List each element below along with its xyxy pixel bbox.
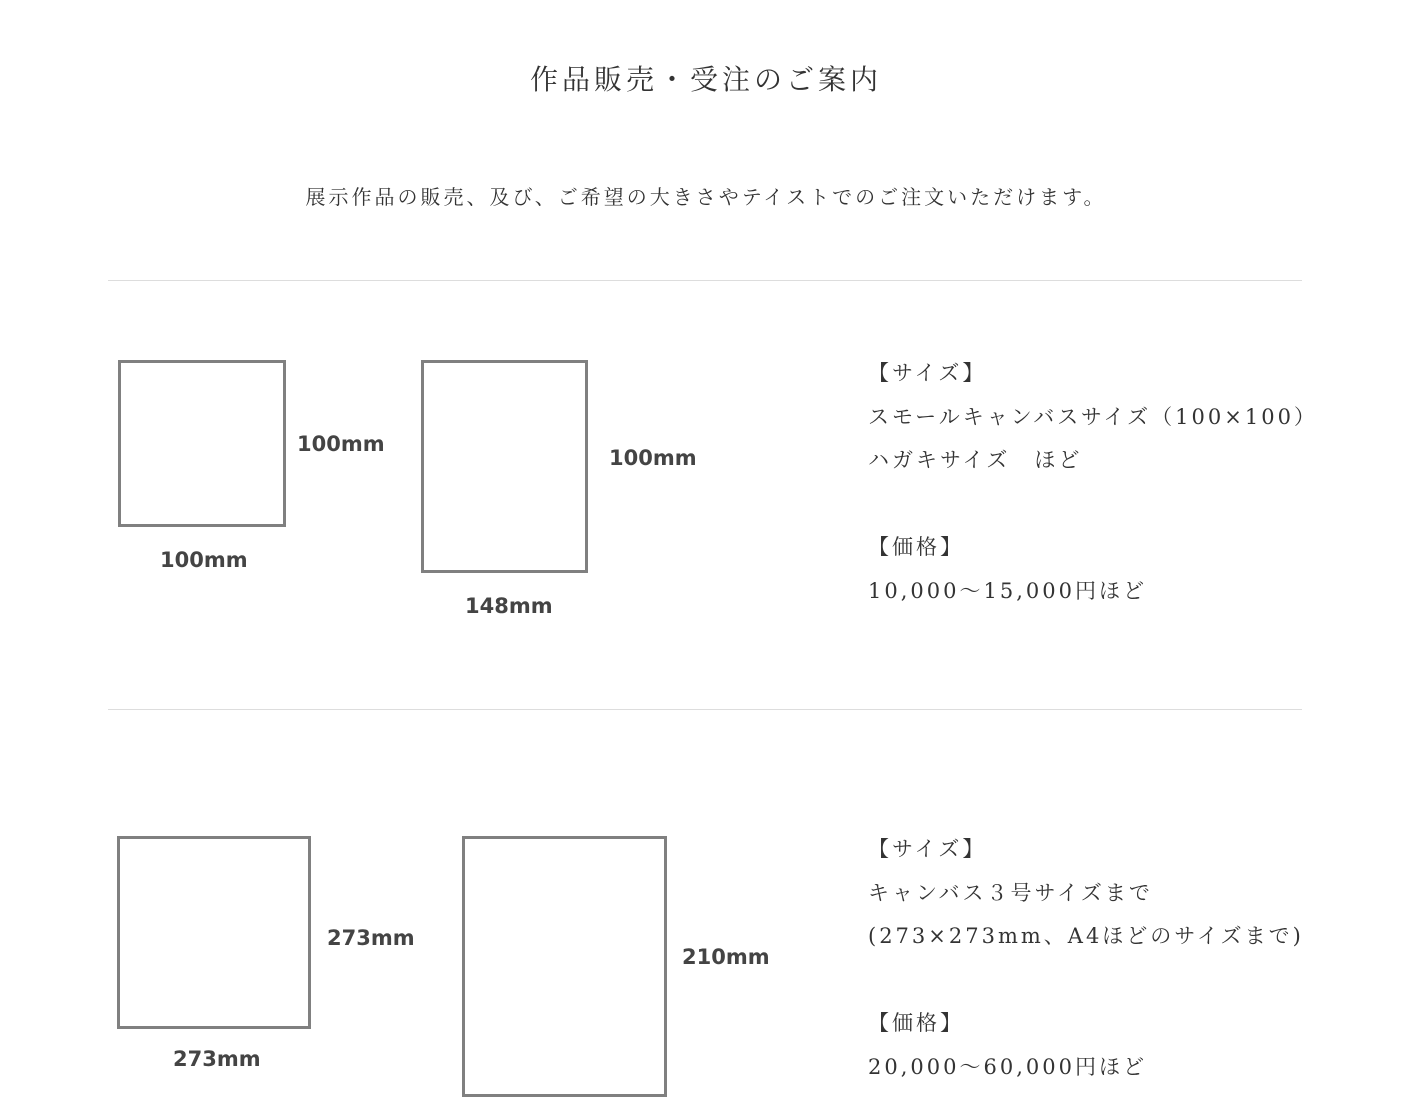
rect-diagram [421,360,588,573]
intro-text: 展示作品の販売、及び、ご希望の大きさやテイストでのご注文いただけます。 [305,185,1107,209]
price-heading: 【価格】 [868,1011,964,1035]
size-line: ハガキサイズ ほど [868,448,1083,472]
square-width-label: 273mm [173,1047,261,1071]
price-heading: 【価格】 [868,535,964,559]
square-width-label: 100mm [160,548,248,572]
rect-height-label: 210mm [682,945,770,969]
price-value: 20,000～60,000円ほど [868,1054,1147,1079]
size-heading: 【サイズ】 [868,361,987,385]
size-line: キャンバス３号サイズまで [868,880,1153,905]
size-line: (273×273mm、A4ほどのサイズまで) [868,924,1304,948]
square-diagram [118,360,286,527]
divider-middle [108,709,1302,710]
square-height-label: 100mm [297,432,385,456]
rect-width-label: 148mm [465,594,553,618]
section-info [868,352,1388,613]
size-line: スモールキャンバスサイズ（100×100） [868,404,1318,429]
square-diagram [117,836,311,1029]
page-title: 作品販売・受注のご案内 [529,63,882,96]
square-height-label: 273mm [327,926,415,950]
size-heading: 【サイズ】 [868,837,987,861]
price-value: 10,000～15,000円ほど [868,578,1147,603]
section-info [868,828,1388,1089]
divider-top [108,280,1302,281]
rect-diagram [462,836,667,1097]
rect-height-label: 100mm [609,446,697,470]
